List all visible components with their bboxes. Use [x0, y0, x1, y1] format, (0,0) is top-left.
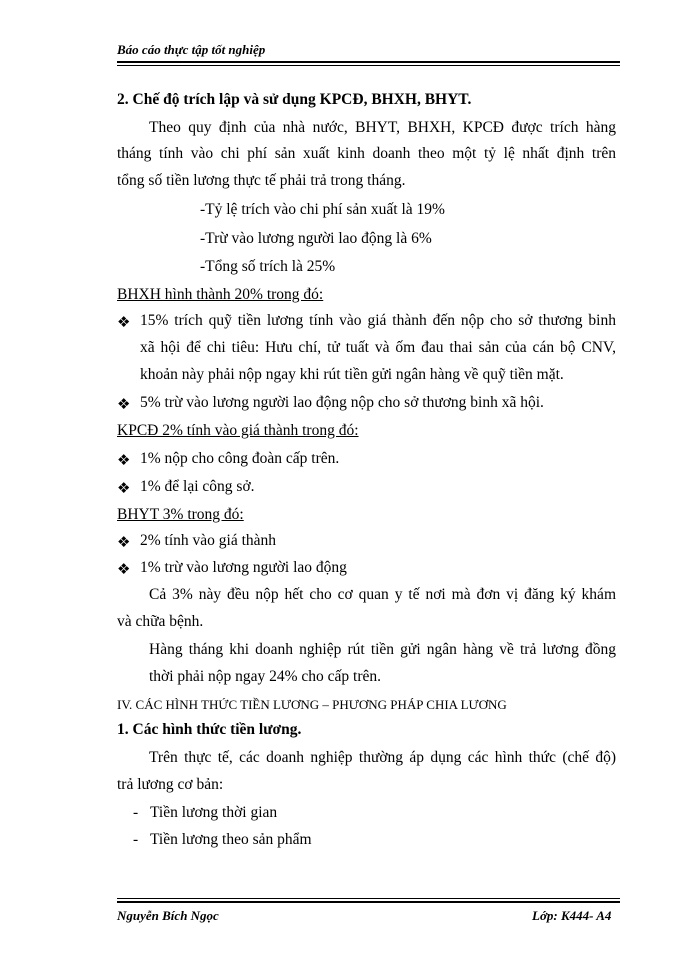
bhyt-note-line-2: và chữa bệnh. — [117, 613, 204, 630]
dash-item-2: Tiền lương theo sản phẩm — [150, 831, 312, 848]
dash-bullet: - — [133, 831, 139, 848]
diamond-bullet-icon: ❖ — [117, 533, 131, 551]
bhxh-item-1-line-3: khoản này phải nộp ngay khi rút tiền gửi ngân hàng về quỹ tiền mặt. — [140, 366, 564, 383]
forms-line-2: trả lương cơ bản: — [117, 776, 224, 793]
rate-line-3: -Tổng số trích là 25% — [200, 258, 336, 275]
header-rule-thin — [117, 65, 620, 66]
diamond-bullet-icon: ❖ — [117, 560, 131, 578]
dash-item-1: Tiền lương thời gian — [150, 804, 278, 821]
diamond-bullet-icon: ❖ — [117, 313, 131, 331]
footer-rule — [117, 901, 620, 903]
section-2-heading: 2. Chế độ trích lập và sử dụng KPCĐ, BHXH, BHYT. — [117, 91, 472, 108]
bhyt-title: BHYT 3% trong đó: — [117, 506, 244, 523]
bhxh-item-2: 5% trừ vào lương người lao động nộp cho sở thương binh xã hội. — [140, 394, 544, 411]
rate-line-1: -Tỷ lệ trích vào chi phí sản xuất là 19% — [200, 201, 445, 218]
dash-bullet: - — [133, 804, 139, 821]
intro-line-3: tổng số tiền lương thực tế phải trả trong tháng. — [117, 172, 406, 189]
subsection-1-heading: 1. Các hình thức tiền lương. — [117, 721, 302, 738]
bhyt-note-line-1: Cả 3% này đều nộp hết cho cơ quan y tế nơi mà đơn vị đăng ký khám — [149, 586, 616, 603]
diamond-bullet-icon: ❖ — [117, 395, 131, 413]
footer-rule-thin — [117, 898, 620, 899]
monthly-line-2: thời phải nộp ngay 24% cho cấp trên. — [149, 668, 382, 685]
bhxh-item-1-line-2: xã hội để chi tiêu: Hưu chí, tử tuất và ốm đau thai sản của cán bộ CNV, — [140, 339, 616, 356]
header-rule — [117, 61, 620, 63]
intro-line-2: tháng tính vào chi phí sản xuất kinh doanh theo một tỷ lệ nhất định trên — [117, 145, 616, 162]
diamond-bullet-icon: ❖ — [117, 451, 131, 469]
footer-class: Lớp: K444- A4 — [532, 908, 612, 923]
diamond-bullet-icon: ❖ — [117, 479, 131, 497]
bhxh-title: BHXH hình thành 20% trong đó: — [117, 286, 324, 303]
bhyt-item-1: 2% tính vào giá thành — [140, 532, 277, 549]
page-header: Báo cáo thực tập tốt nghiệp — [117, 42, 266, 57]
intro-line-1: Theo quy định của nhà nước, BHYT, BHXH, KPCĐ được trích hàng — [149, 119, 616, 136]
kpcd-title: KPCĐ 2% tính vào giá thành trong đó: — [117, 422, 359, 439]
kpcd-item-2: 1% để lại công sở. — [140, 478, 255, 495]
section-4-heading: IV. CÁC HÌNH THỨC TIỀN LƯƠNG – PHƯƠNG PHÁP CHIA LƯƠNG — [117, 697, 507, 712]
bhxh-item-1-line-1: 15% trích quỹ tiền lương tính vào giá thành đến nộp cho sở thương binh — [140, 312, 616, 329]
kpcd-item-1: 1% nộp cho công đoàn cấp trên. — [140, 450, 340, 467]
monthly-line-1: Hàng tháng khi doanh nghiệp rút tiền gửi ngân hàng về trả lương đồng — [149, 641, 616, 658]
footer-author: Nguyễn Bích Ngọc — [117, 908, 219, 923]
rate-line-2: -Trừ vào lương người lao động là 6% — [200, 230, 432, 247]
bhyt-item-2: 1% trừ vào lương người lao động — [140, 559, 347, 576]
forms-line-1: Trên thực tế, các doanh nghiệp thường áp dụng các hình thức (chế độ) — [149, 749, 616, 766]
